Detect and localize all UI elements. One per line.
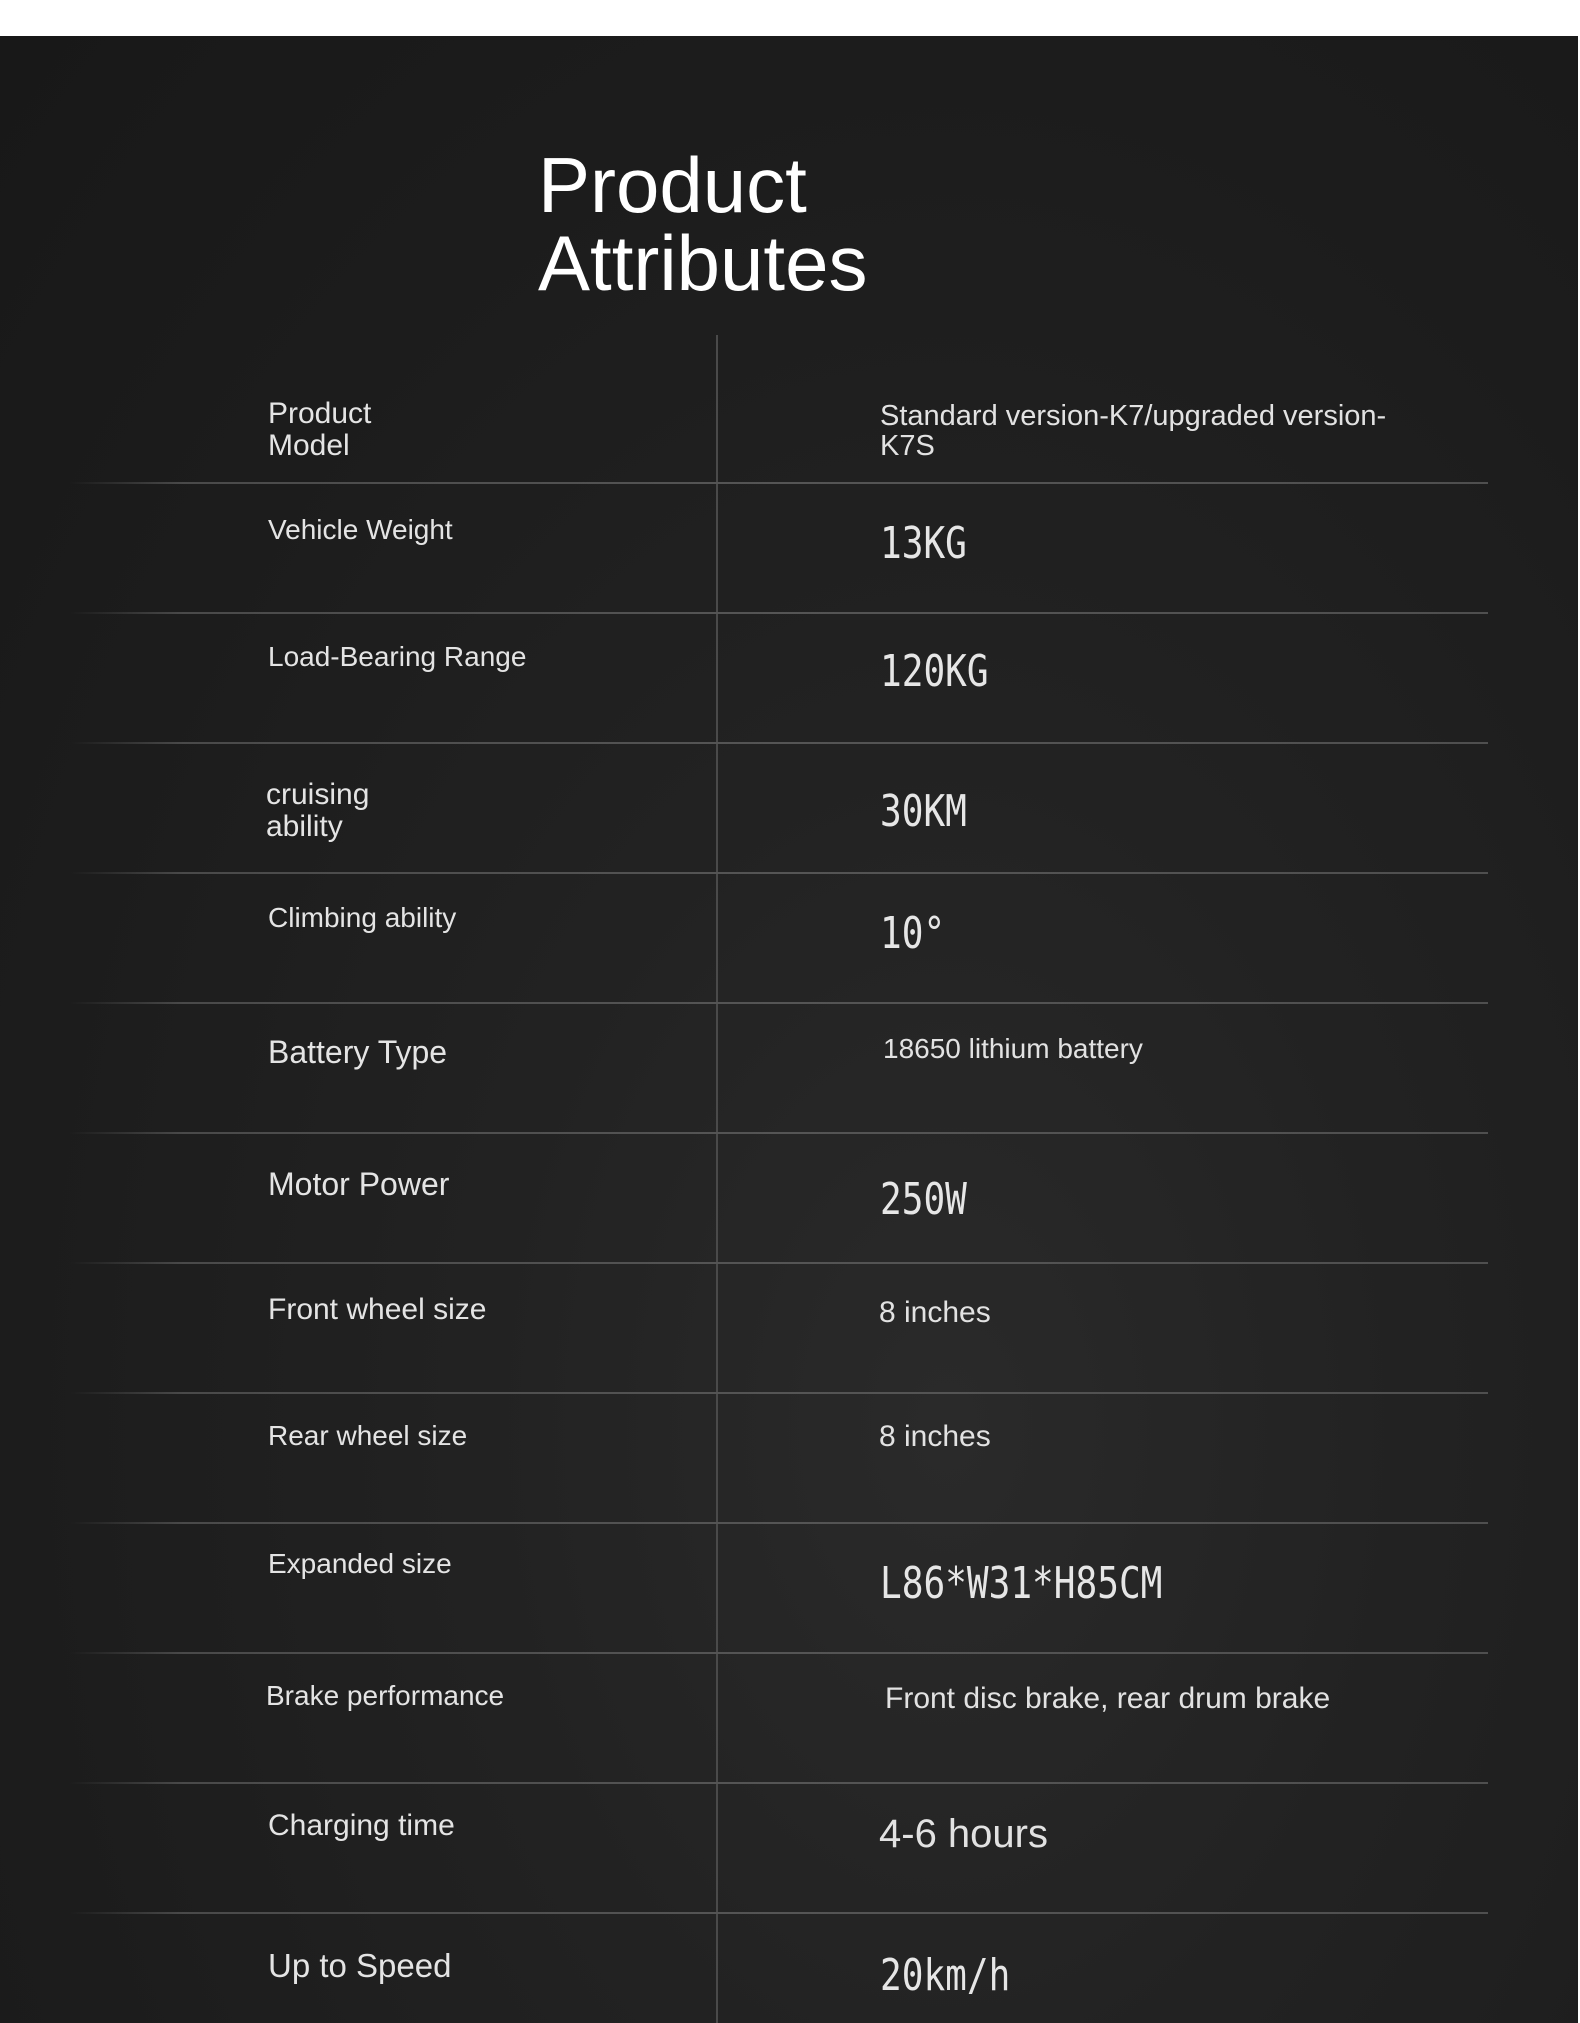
- row-separator: [70, 1262, 1488, 1264]
- attribute-label: Load-Bearing Range: [268, 641, 527, 672]
- attribute-value: 20km/h: [880, 1950, 1011, 2001]
- attribute-value: Front disc brake, rear drum brake: [885, 1682, 1331, 1715]
- label-line-2: Model: [268, 429, 350, 462]
- attribute-label: Battery Type: [268, 1034, 448, 1070]
- row-separator: [70, 1392, 1488, 1394]
- row-separator: [70, 1522, 1488, 1524]
- attribute-value: L86*W31*H85CM: [880, 1558, 1163, 1609]
- attribute-value: 18650 lithium battery: [883, 1033, 1143, 1064]
- attribute-label: Climbing ability: [268, 902, 457, 933]
- row-separator: [70, 1652, 1488, 1654]
- attribute-value: [880, 401, 1480, 461]
- attribute-value: 8 inches: [879, 1296, 991, 1329]
- attribute-label: Rear wheel size: [268, 1420, 468, 1451]
- attribute-label: Up to Speed: [268, 1947, 452, 1984]
- attribute-value: 4-6 hours: [879, 1812, 1048, 1856]
- row-separator: [70, 612, 1488, 614]
- attribute-value: 120KG: [880, 646, 989, 697]
- label-line-1: cruising: [266, 778, 370, 811]
- label-line-2: ability: [266, 810, 343, 843]
- row-separator: [70, 482, 1488, 484]
- row-separator: [70, 1132, 1488, 1134]
- attribute-value: 10°: [880, 908, 946, 959]
- attribute-label: Brake performance: [266, 1680, 505, 1711]
- attribute-value: 30KM: [880, 786, 967, 837]
- row-separator: [70, 1782, 1488, 1784]
- attribute-label: Front wheel size: [268, 1293, 487, 1326]
- attribute-label: [268, 398, 688, 462]
- attribute-value: 13KG: [880, 518, 967, 569]
- attribute-value: 250W: [880, 1174, 967, 1225]
- attribute-value: 8 inches: [879, 1420, 991, 1453]
- value-line-1: Standard version-K7/upgraded version-: [880, 400, 1387, 432]
- label-line-1: Product: [268, 397, 372, 430]
- attributes-panel: [0, 36, 1578, 2023]
- attribute-label: Expanded size: [268, 1548, 452, 1579]
- row-separator: [70, 742, 1488, 744]
- title-line-2: Attributes: [538, 219, 868, 307]
- row-separator: [70, 872, 1488, 874]
- attribute-label: [266, 779, 686, 843]
- column-divider: [716, 335, 718, 2023]
- attribute-label: Vehicle Weight: [268, 514, 453, 545]
- page-title: [538, 141, 1138, 307]
- row-separator: [70, 1002, 1488, 1004]
- row-separator: [70, 1912, 1488, 1914]
- attribute-label: Motor Power: [268, 1166, 450, 1202]
- title-line-1: Product: [538, 141, 807, 229]
- attribute-label: Charging time: [268, 1809, 455, 1842]
- value-line-2: K7S: [880, 430, 935, 462]
